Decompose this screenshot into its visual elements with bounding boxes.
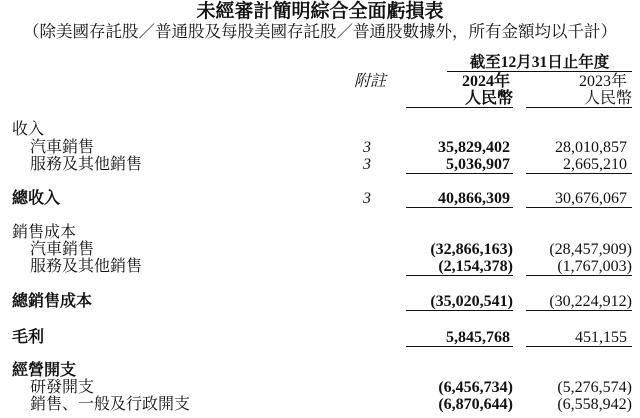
value-2024: 40,866,309: [406, 190, 513, 208]
value-2023: (1,767,003): [526, 258, 632, 276]
row-label: 汽車銷售: [30, 241, 95, 258]
statement-title: 未經審計簡明綜合全面虧損表: [196, 1, 444, 22]
row-label: 總收入: [12, 190, 61, 207]
cost-of-sales-heading: 銷售成本: [12, 224, 77, 241]
revenue-heading: 收入: [12, 121, 45, 138]
table-row: [0, 258, 640, 275]
value-2023: (28,457,909): [549, 241, 632, 258]
year-2023-heading: 2023年: [578, 73, 627, 90]
table-row: [0, 379, 640, 396]
value-2024: (2,154,378): [406, 258, 513, 276]
value-2024: (32,866,163): [430, 241, 513, 258]
row-label: 研發開支: [30, 379, 95, 396]
table-row: [0, 156, 640, 173]
row-note: 3: [363, 139, 371, 156]
row-label: 毛利: [12, 329, 45, 346]
statement-subtitle: （除美國存託股／普通股及每股美國存託股／普通股數據外，所有金額均以千計）: [23, 22, 617, 41]
value-2024: 5,036,907: [406, 156, 513, 174]
row-label: 總銷售成本: [12, 293, 93, 310]
operating-expenses-heading: 經營開支: [12, 362, 77, 379]
row-note: 3: [363, 156, 371, 173]
value-2023: 28,010,857: [555, 139, 627, 156]
value-2024: 5,845,768: [406, 329, 513, 347]
value-2023: 30,676,067: [526, 190, 632, 208]
year-header-row: [0, 73, 640, 90]
total-cost-of-sales-row: [0, 293, 640, 310]
value-2024: 35,829,402: [438, 139, 510, 156]
cost-of-sales-heading-row: [0, 224, 640, 241]
operating-expenses-heading-row: [0, 362, 640, 379]
currency-2024-heading: 人民幣: [406, 90, 513, 108]
currency-header-row: [0, 90, 640, 107]
table-row: [0, 396, 640, 413]
value-2023: 2,665,210: [526, 156, 632, 174]
value-2023: (5,276,574): [557, 379, 632, 396]
value-2023: 451,155: [526, 329, 632, 347]
row-label: 服務及其他銷售: [30, 258, 143, 275]
value-2024: (6,870,644): [438, 396, 513, 413]
period-heading: 截至12月31日止年度: [447, 54, 632, 72]
total-revenue-row: [0, 190, 640, 207]
value-2023: (6,558,942): [557, 396, 632, 413]
value-2024: (35,020,541): [406, 293, 513, 311]
row-label: 服務及其他銷售: [30, 156, 143, 173]
value-2023: (30,224,912): [526, 293, 632, 311]
revenue-heading-row: [0, 121, 640, 138]
row-note: 3: [363, 190, 371, 207]
value-2024: (6,456,734): [438, 379, 513, 396]
currency-2023-heading: 人民幣: [526, 90, 632, 108]
year-2024-heading: 2024年: [461, 73, 510, 90]
row-label: 銷售、一般及行政開支: [30, 396, 191, 413]
note-column-heading: 附註: [353, 73, 386, 90]
table-row: [0, 241, 640, 258]
row-label: 汽車銷售: [30, 139, 95, 156]
gross-profit-row: [0, 329, 640, 346]
table-row: [0, 139, 640, 156]
